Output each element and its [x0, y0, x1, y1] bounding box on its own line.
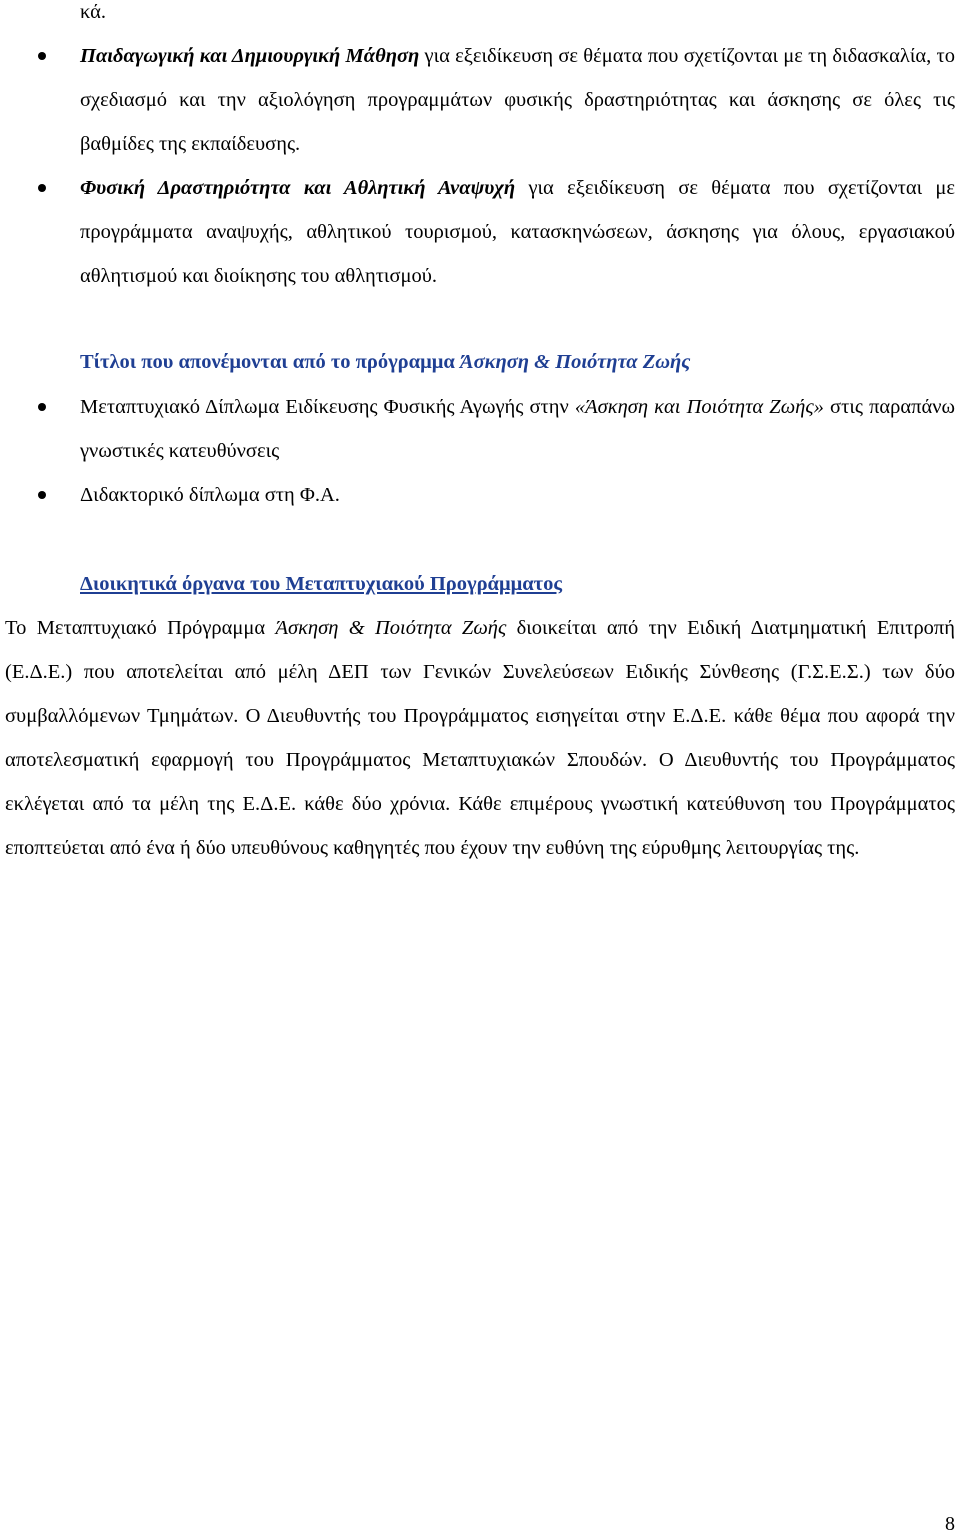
specialization-title: Φυσική Δραστηριότητα και Αθλητική Αναψυχή: [80, 177, 516, 199]
titles-list: [0, 385, 960, 517]
text-fragment: κά.: [80, 1, 107, 23]
titles-heading-program: Άσκηση & Ποιότητα Ζωής: [459, 351, 691, 373]
title-text: Διδακτορικό δίπλωμα στη Φ.Α.: [80, 484, 340, 506]
bullet-icon: [38, 491, 46, 499]
specializations-list: [0, 34, 960, 298]
admin-paragraph: [5, 606, 955, 870]
list-item: [0, 34, 960, 166]
specialization-text: για εξειδίκευση σε θέματα που σχετίζονται με προγράμματα αναψυχής, αθλητικού τουρισμού, κατασκηνώσεων, άσκησης για όλους, εργασιακού αθλητισμού και διοίκησης του αθλητισμού.: [80, 177, 956, 287]
title-text-post: στις παραπάνω γνωστικές κατευθύνσεις: [80, 396, 955, 462]
page-number: 8: [945, 1513, 955, 1535]
list-item: [0, 166, 960, 298]
list-item: [0, 385, 960, 473]
title-text: Μεταπτυχιακό Δίπλωμα Ειδίκευσης Φυσικής Αγωγής στην: [80, 396, 575, 418]
program-name: Άσκηση & Ποιότητα Ζωής: [275, 617, 507, 639]
admin-heading: Διοικητικά όργανα του Μεταπτυχιακού Προγράμματος: [80, 573, 563, 595]
bullet-icon: [38, 403, 46, 411]
titles-heading: [80, 340, 690, 384]
list-item: [0, 473, 960, 517]
titles-heading-text: Τίτλοι που απονέμονται από το πρόγραμμα: [80, 351, 460, 373]
admin-text-post: διοικείται από την Ειδική Διατμηματική Επιτροπή (Ε.Δ.Ε.) που αποτελείται από μέλη ΔΕΠ των Γενικών Συνελεύσεων Ειδικής Σύνθεσης (Γ.Σ.Ε.Σ.) των δύο συμβαλλόμενων Τμημάτων. Ο Διευθυντής του Προγράμματος εισηγείται στην Ε.Δ.Ε. κάθε θέμα που αφορά την αποτελεσματική εφαρμογή του Προγράμματος Μεταπτυχιακών Σπουδών. Ο Διευθυντής του Προγράμματος εκλέγεται από τα μέλη της Ε.Δ.Ε. κάθε δύο χρόνια. Κάθε επιμέρους γνωστική κατεύθυνση του Προγράμματος εποπτεύεται από ένα ή δύο υπευθύνους καθηγητές που έχουν την ευθύνη της εύρυθμης λειτουργίας της.: [5, 617, 955, 859]
specialization-title: Παιδαγωγική και Δημιουργική Μάθηση: [80, 45, 420, 67]
bullet-icon: [38, 52, 46, 60]
specialization-text: για εξειδίκευση σε θέματα που σχετίζονται με τη διδασκαλία, το σχεδιασμό και την αξιολόγηση προγραμμάτων φυσικής δραστηριότητας και άσκησης σε όλες τις βαθμίδες της εκπαίδευσης.: [80, 45, 956, 155]
admin-text: Το Μεταπτυχιακό Πρόγραμμα: [5, 617, 276, 639]
title-italic: «Άσκηση και Ποιότητα Ζωής»: [574, 396, 824, 418]
bullet-icon: [38, 184, 46, 192]
